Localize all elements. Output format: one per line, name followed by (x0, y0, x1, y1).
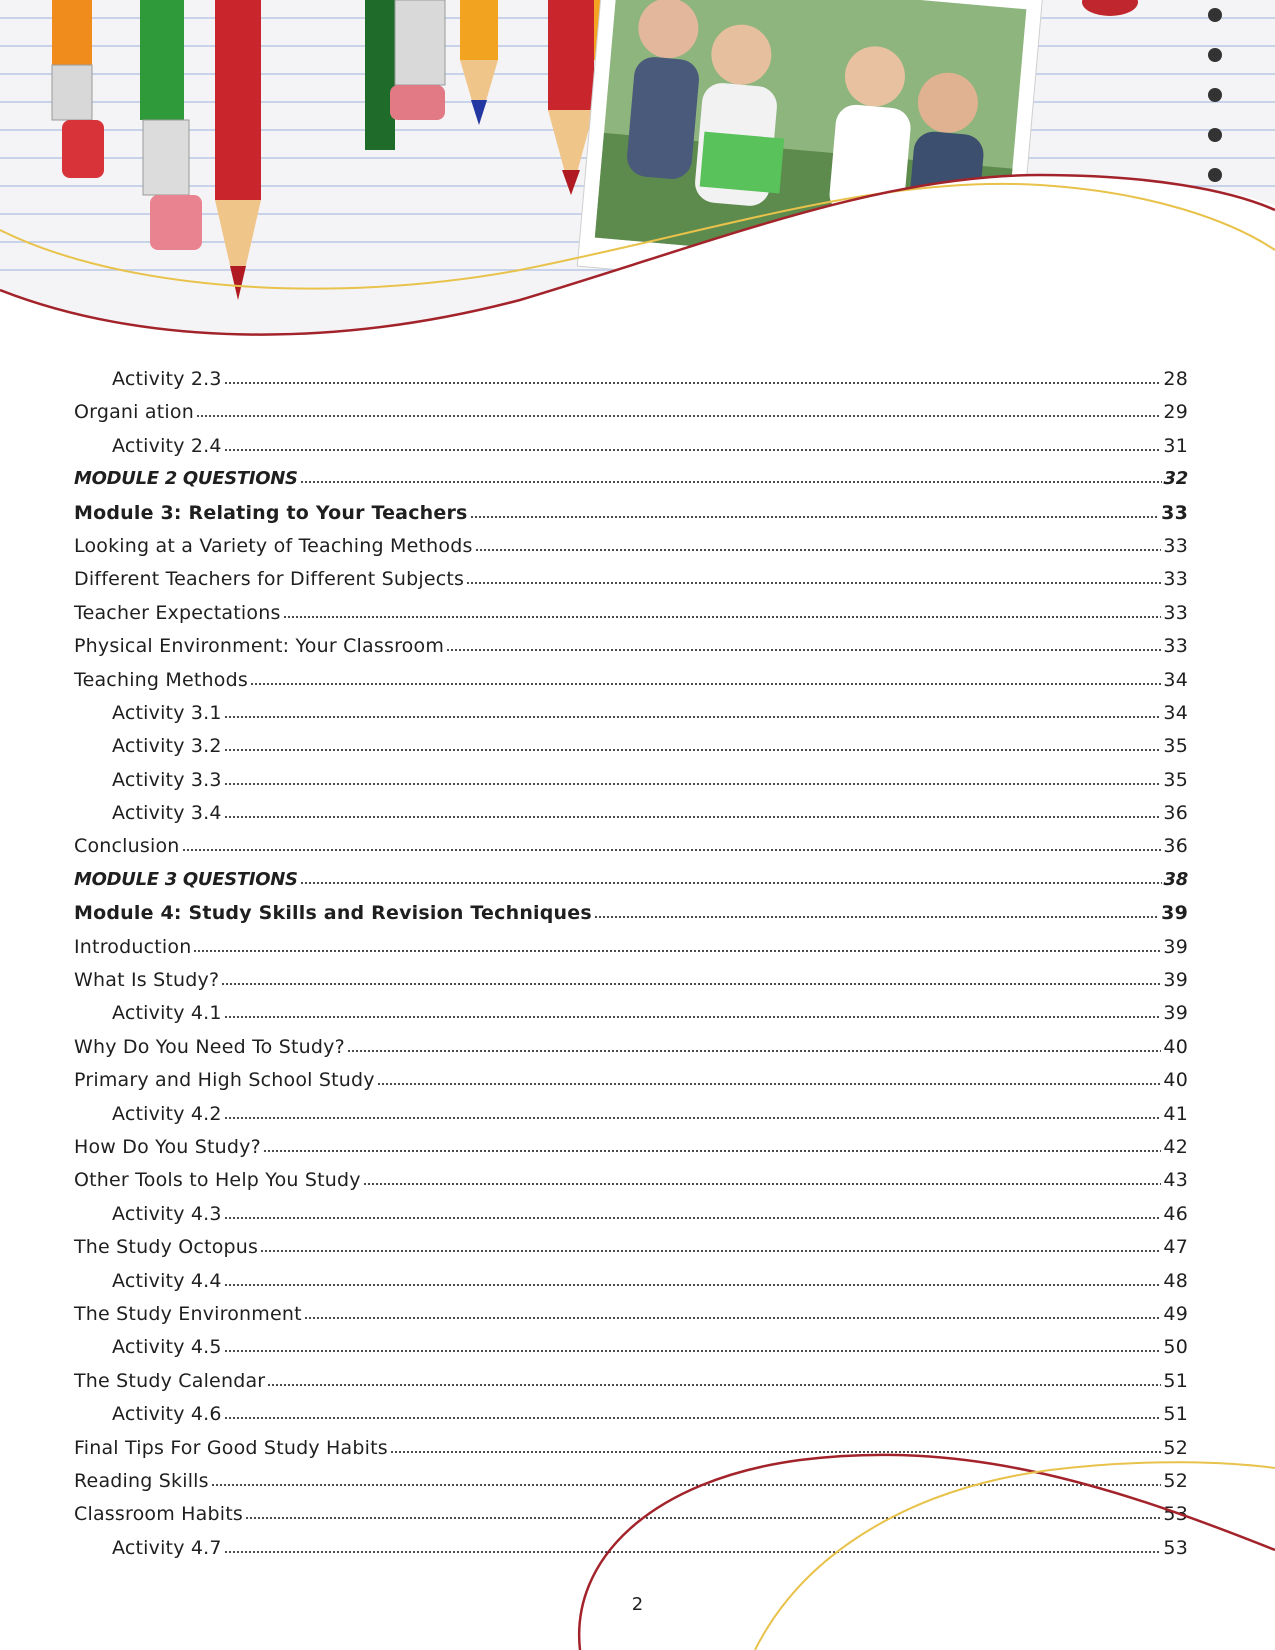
toc-entry[interactable] (74, 1236, 1188, 1269)
toc-page-number: 43 (1163, 1169, 1188, 1192)
toc-page-number: 50 (1163, 1336, 1188, 1359)
toc-page-number: 29 (1163, 401, 1188, 424)
toc-entry[interactable] (74, 1403, 1188, 1436)
toc-page-number: 40 (1163, 1069, 1188, 1092)
toc-entry-title: Classroom Habits (74, 1503, 243, 1526)
toc-entry-title: The Study Calendar (74, 1369, 266, 1392)
toc-entry-title: Activity 4.4 (112, 1269, 222, 1292)
toc-page-number: 35 (1163, 735, 1188, 758)
toc-leader-dots (594, 915, 1159, 919)
toc-entry-title: How Do You Study? (74, 1135, 261, 1158)
toc-entry[interactable] (74, 602, 1188, 635)
toc-leader-dots (224, 782, 1162, 786)
toc-entry[interactable] (74, 1370, 1188, 1403)
toc-page-number: 52 (1163, 1436, 1188, 1459)
pencil-eraser (390, 0, 445, 120)
toc-entry-title: Module 3: Relating to Your Teachers (74, 501, 468, 524)
toc-leader-dots (224, 1216, 1162, 1220)
toc-entry-title: Final Tips For Good Study Habits (74, 1436, 388, 1459)
toc-leader-dots (377, 1082, 1162, 1086)
toc-entry[interactable] (74, 769, 1188, 802)
toc-leader-dots (224, 1416, 1162, 1420)
toc-entry[interactable] (74, 1136, 1188, 1169)
toc-page-number: 38 (1163, 868, 1188, 890)
toc-page-number: 39 (1163, 969, 1188, 992)
toc-page-number: 39 (1163, 935, 1188, 958)
toc-leader-dots (347, 1049, 1162, 1053)
toc-leader-dots (250, 682, 1161, 686)
toc-entry[interactable] (74, 735, 1188, 768)
toc-entry-title: Activity 4.3 (112, 1202, 222, 1225)
toc-entry[interactable] (74, 869, 1188, 902)
toc-leader-dots (224, 448, 1162, 452)
toc-leader-dots (193, 949, 1161, 953)
toc-entry[interactable] (74, 802, 1188, 835)
toc-entry[interactable] (74, 535, 1188, 568)
toc-leader-dots (224, 815, 1162, 819)
toc-page-number: 33 (1163, 601, 1188, 624)
toc-entry-title: Conclusion (74, 835, 180, 858)
toc-entry[interactable] (74, 1203, 1188, 1236)
toc-leader-dots (224, 1015, 1162, 1019)
toc-entry-title: The Study Octopus (74, 1236, 259, 1259)
toc-page-number: 46 (1163, 1202, 1188, 1225)
toc-page-number: 34 (1163, 668, 1188, 691)
toc-entry[interactable] (74, 669, 1188, 702)
toc-entry-title: Primary and High School Study (74, 1069, 375, 1092)
toc-entry-title: Activity 2.3 (112, 368, 222, 390)
toc-entry-title: Organi ation (74, 401, 194, 424)
toc-leader-dots (300, 881, 1162, 885)
footer-swoosh (0, 1440, 1275, 1650)
table-of-contents (74, 368, 1188, 1570)
toc-entry[interactable] (74, 936, 1188, 969)
pencil-dark-green (365, 0, 395, 150)
toc-page-number: 39 (1163, 1002, 1188, 1025)
toc-page-number: 28 (1163, 368, 1188, 390)
toc-entry-title: Activity 4.7 (112, 1536, 222, 1559)
toc-leader-dots (470, 515, 1160, 519)
toc-page-number: 33 (1163, 568, 1188, 591)
toc-entry-title: Activity 2.4 (112, 434, 222, 457)
toc-leader-dots (267, 1383, 1161, 1387)
toc-page-number: 35 (1163, 768, 1188, 791)
toc-entry-title: Activity 3.2 (112, 735, 222, 758)
toc-leader-dots (283, 615, 1162, 619)
toc-entry-title: Activity 3.3 (112, 768, 222, 791)
toc-entry-title: Physical Environment: Your Classroom (74, 635, 445, 658)
toc-leader-dots (224, 715, 1162, 719)
toc-entry-title: Module 4: Study Skills and Revision Techniques (74, 902, 592, 925)
header-illustration (0, 0, 1275, 350)
toc-entry[interactable] (74, 1103, 1188, 1136)
toc-page-number: 47 (1163, 1236, 1188, 1259)
toc-entry[interactable] (74, 435, 1188, 468)
toc-page-number: 51 (1163, 1369, 1188, 1392)
toc-entry-title: Introduction (74, 935, 192, 958)
toc-leader-dots (260, 1249, 1161, 1253)
toc-page-number: 33 (1163, 534, 1188, 557)
toc-page-number: 34 (1163, 701, 1188, 724)
toc-page-number: 53 (1163, 1503, 1188, 1526)
toc-leader-dots (300, 480, 1162, 484)
toc-page-number: 33 (1161, 501, 1188, 524)
toc-entry-title: The Study Environment (74, 1302, 302, 1325)
toc-entry[interactable] (74, 1069, 1188, 1102)
toc-leader-dots (446, 648, 1161, 652)
toc-entry-title: Activity 4.6 (112, 1403, 222, 1426)
toc-leader-dots (263, 1149, 1162, 1153)
toc-page-number: 42 (1163, 1135, 1188, 1158)
toc-entry[interactable] (74, 468, 1188, 501)
toc-leader-dots (475, 548, 1162, 552)
toc-leader-dots (363, 1182, 1162, 1186)
toc-leader-dots (304, 1316, 1162, 1320)
toc-entry-title: Different Teachers for Different Subjects (74, 568, 465, 591)
toc-entry-title: Other Tools to Help You Study (74, 1169, 361, 1192)
toc-entry[interactable] (74, 1336, 1188, 1369)
toc-page-number: 53 (1163, 1536, 1188, 1559)
toc-entry[interactable] (74, 568, 1188, 601)
toc-entry-title: Why Do You Need To Study? (74, 1035, 345, 1058)
toc-entry-title: Activity 4.1 (112, 1002, 222, 1025)
toc-page-number: 49 (1163, 1302, 1188, 1325)
toc-leader-dots (224, 1116, 1162, 1120)
toc-entry[interactable] (74, 368, 1188, 401)
toc-page-number: 31 (1163, 434, 1188, 457)
page-number: 2 (631, 1594, 644, 1615)
toc-page-number: 36 (1163, 802, 1188, 825)
toc-entry[interactable] (74, 835, 1188, 868)
toc-page-number: 51 (1163, 1403, 1188, 1426)
toc-page-number: 36 (1163, 835, 1188, 858)
toc-leader-dots (224, 748, 1162, 752)
toc-entry-title: MODULE 3 QUESTIONS (74, 868, 298, 890)
toc-entry[interactable] (74, 969, 1188, 1002)
toc-entry[interactable] (74, 702, 1188, 735)
toc-entry[interactable] (74, 1303, 1188, 1336)
toc-entry[interactable] (74, 635, 1188, 668)
toc-entry-title: Teacher Expectations (74, 601, 281, 624)
toc-leader-dots (224, 381, 1162, 385)
toc-leader-dots (466, 581, 1161, 585)
toc-entry-title: Reading Skills (74, 1469, 209, 1492)
toc-entry-title: What Is Study? (74, 969, 220, 992)
toc-entry-title: Activity 3.1 (112, 701, 222, 724)
toc-entry[interactable] (74, 1270, 1188, 1303)
toc-page-number: 40 (1163, 1035, 1188, 1058)
toc-entry[interactable] (74, 1002, 1188, 1035)
toc-page-number: 39 (1161, 902, 1188, 925)
toc-leader-dots (196, 414, 1161, 418)
toc-entry-title: Teaching Methods (74, 668, 248, 691)
toc-page-number: 52 (1163, 1469, 1188, 1492)
toc-page-number: 32 (1163, 468, 1188, 490)
toc-page-number: 48 (1163, 1269, 1188, 1292)
toc-entry[interactable] (74, 1036, 1188, 1069)
toc-entry-title: MODULE 2 QUESTIONS (74, 468, 298, 490)
toc-leader-dots (224, 1283, 1162, 1287)
toc-entry[interactable] (74, 1169, 1188, 1202)
toc-entry[interactable] (74, 401, 1188, 434)
toc-entry[interactable] (74, 902, 1188, 935)
toc-entry-title: Activity 3.4 (112, 802, 222, 825)
toc-leader-dots (221, 982, 1161, 986)
toc-leader-dots (224, 1349, 1162, 1353)
toc-page-number: 33 (1163, 635, 1188, 658)
toc-entry-title: Activity 4.5 (112, 1336, 222, 1359)
toc-leader-dots (182, 848, 1162, 852)
toc-entry-title: Activity 4.2 (112, 1102, 222, 1125)
toc-entry[interactable] (74, 502, 1188, 535)
toc-entry-title: Looking at a Variety of Teaching Methods (74, 534, 473, 557)
toc-page-number: 41 (1163, 1102, 1188, 1125)
